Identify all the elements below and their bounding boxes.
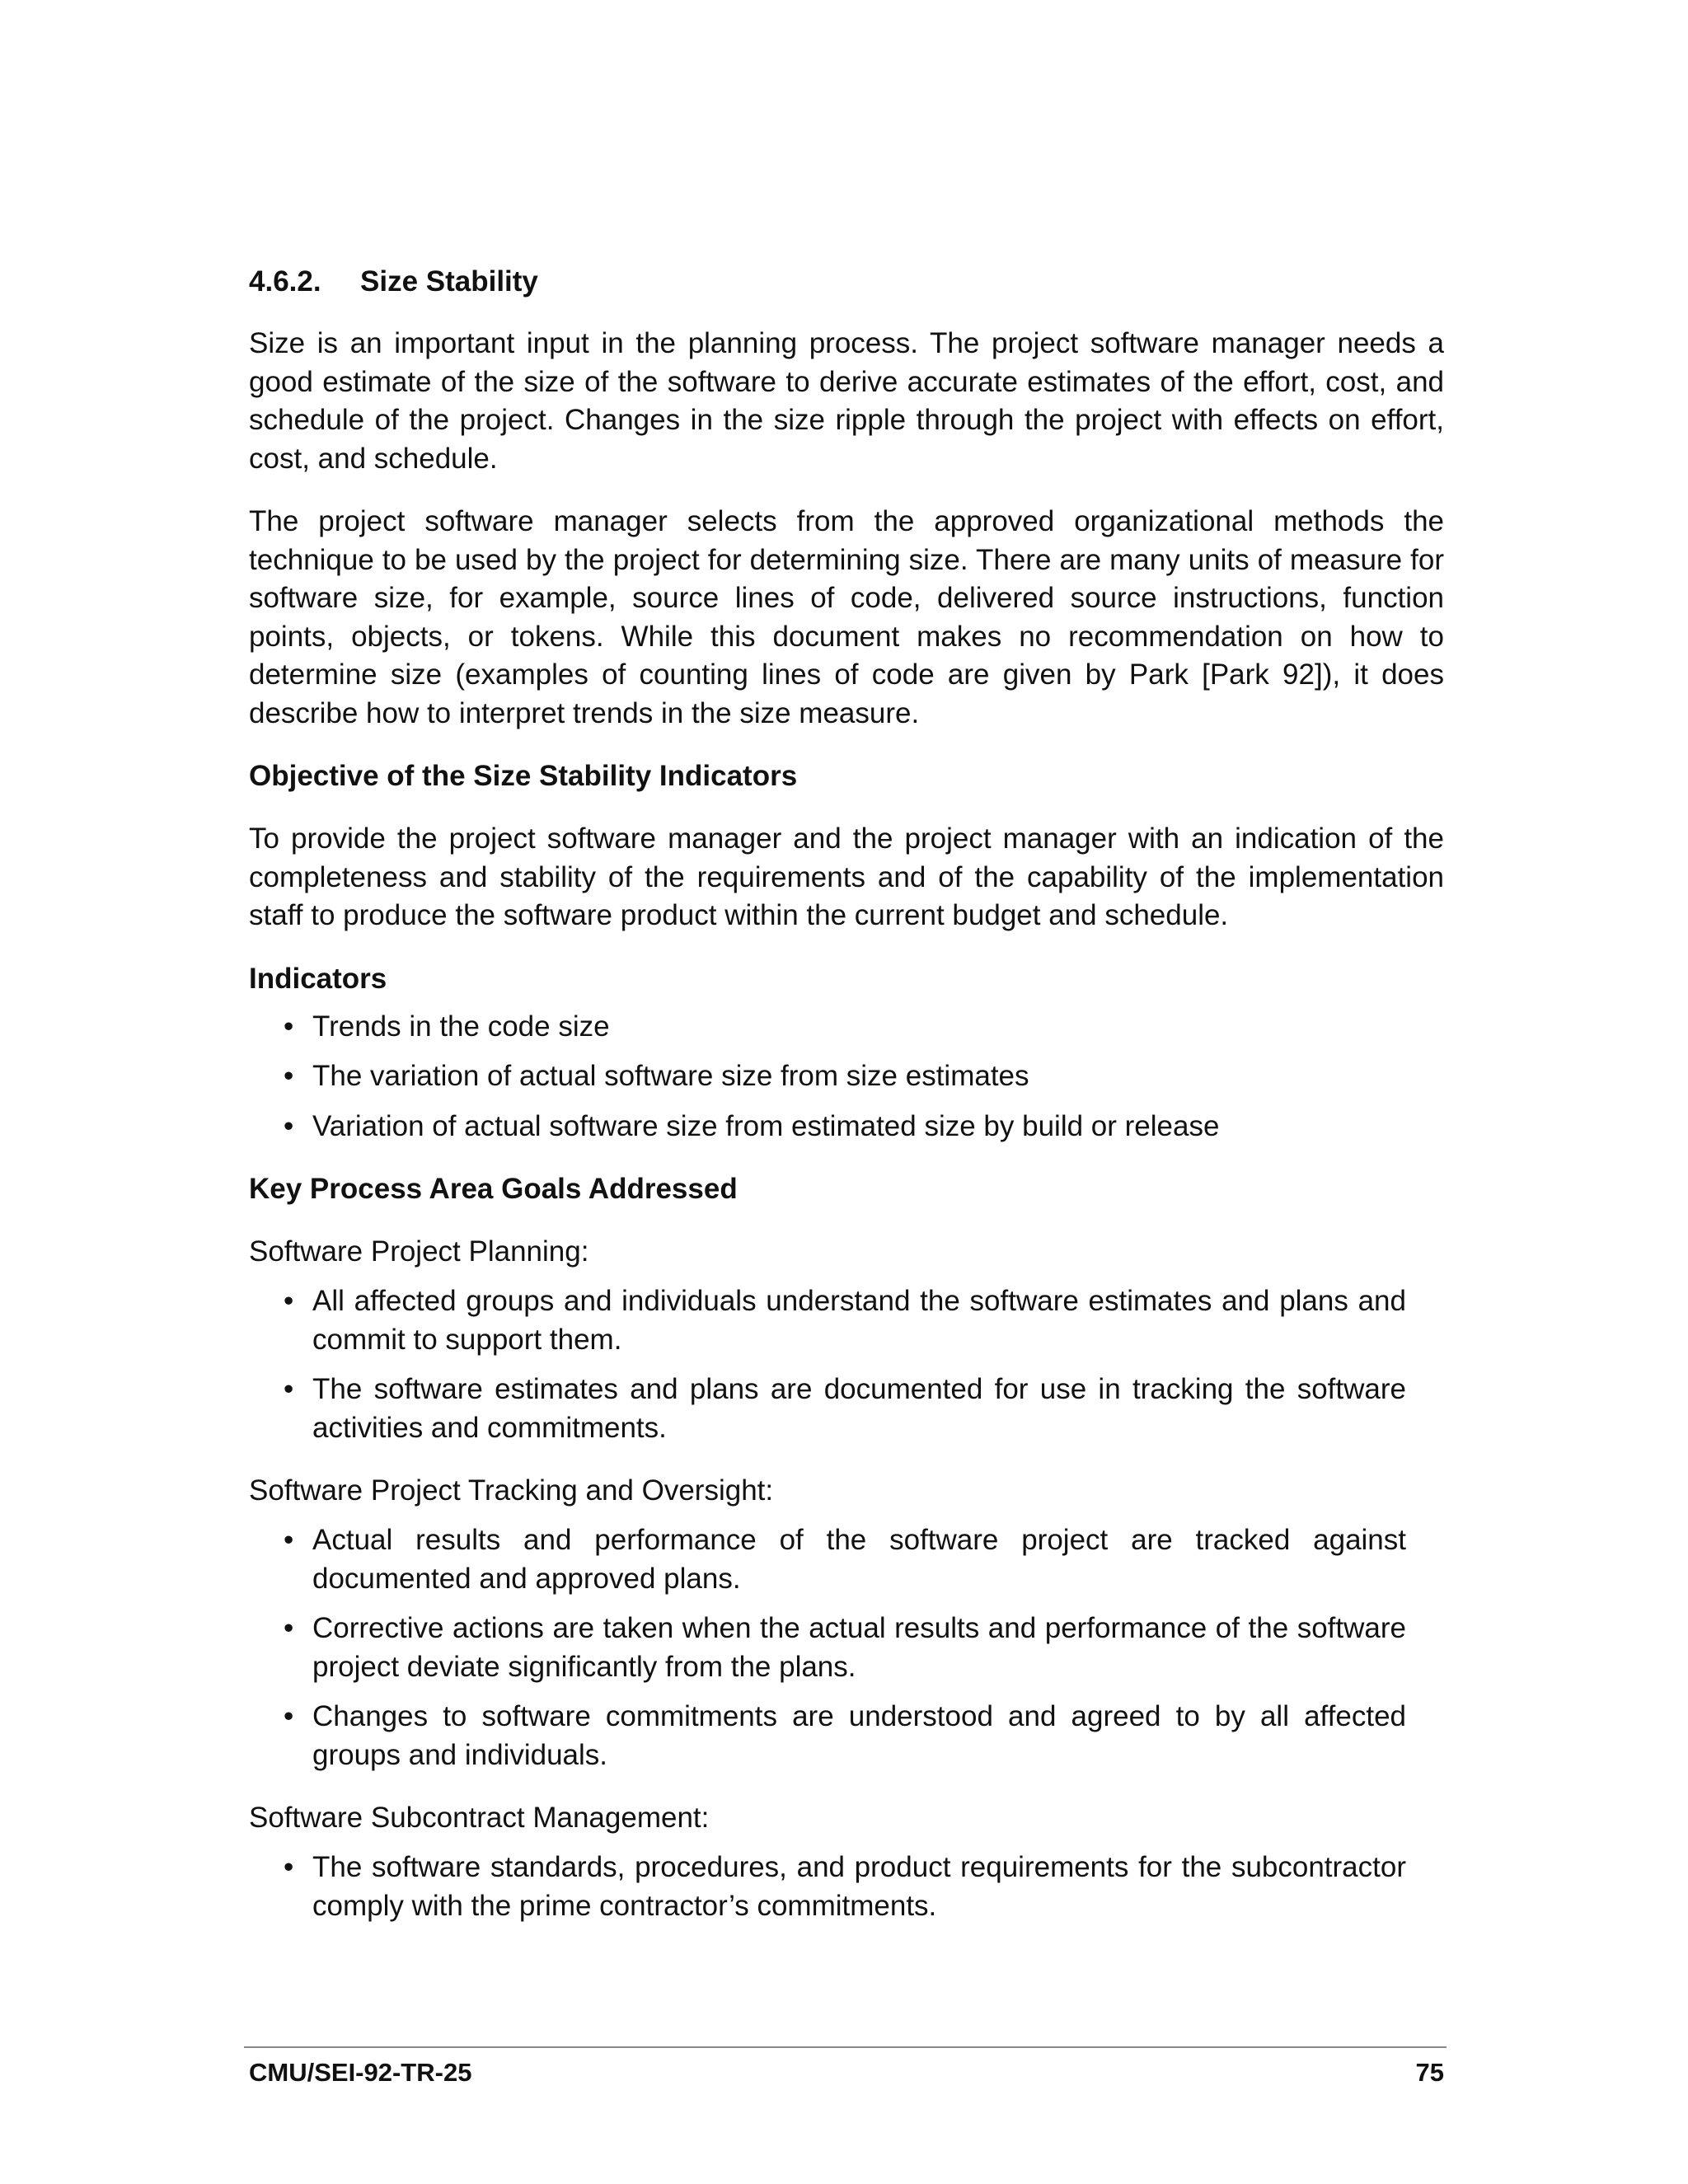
list-item: • All affected groups and individuals understand the software estimates and plans and commit to support them. — [249, 1282, 1406, 1359]
bullet-icon: • — [284, 1010, 294, 1043]
section-title: Size Stability — [360, 265, 538, 298]
page-number: 75 — [1415, 2058, 1444, 2087]
section-number: 4.6.2. — [249, 265, 321, 298]
list-item: • Corrective actions are taken when the actual results and performance of the software project deviate significantly from the plans. — [249, 1610, 1406, 1686]
objective-paragraph: To provide the project software manager and the project manager with an indication of the completeness and stability of the requirements and of the capability of the implementation staff to produce the software product within the current budget and schedule. — [249, 823, 1444, 931]
bullet-icon: • — [284, 1524, 294, 1556]
indicators-heading: Indicators — [249, 962, 387, 995]
list-item: • Trends in the code size — [249, 1008, 1444, 1047]
bullet-icon: • — [284, 1700, 294, 1732]
list-item: • The variation of actual software size from size estimates — [249, 1057, 1444, 1096]
bullet-icon: • — [284, 1109, 294, 1142]
list-item: • The software standards, procedures, and product requirements for the subcontractor comply with the prime contractor’s commitments. — [249, 1849, 1406, 1925]
list-item: • Actual results and performance of the software project are tracked against documented and approved plans. — [249, 1521, 1406, 1598]
page-footer — [244, 2046, 1447, 2089]
indicators-list — [249, 1008, 1444, 1146]
section-heading — [249, 262, 1444, 302]
bullet-icon: • — [284, 1060, 294, 1092]
bullet-icon: • — [284, 1851, 294, 1883]
list-item: • Variation of actual software size from estimated size by build or release — [249, 1108, 1444, 1146]
list-item: • The software estimates and plans are documented for use in tracking the software activities and commitments. — [249, 1371, 1406, 1447]
bullet-icon: • — [284, 1612, 294, 1644]
report-id: CMU/SEI-92-TR-25 — [249, 2058, 472, 2087]
page-content — [249, 262, 1444, 1950]
kpa-group-label: Software Subcontract Management: — [249, 1802, 710, 1834]
objective-heading: Objective of the Size Stability Indicators — [249, 760, 798, 792]
kpa-group-label: Software Project Tracking and Oversight: — [249, 1474, 774, 1507]
kpa-subcontract-list — [249, 1849, 1406, 1925]
method-paragraph: The project software manager selects from the approved organizational methods the technique to be used by the project for determining size. There are many units of measure for software size, for example, source lines of code, delivered source instructions, function points, objects, or tokens. While this document makes no recommendation on how to determine size (examples of counting lines of code are given by Park [Park 92]), it does describe how to interpret trends in the size measure. — [249, 505, 1444, 729]
bullet-icon: • — [284, 1373, 294, 1405]
kpa-tracking-list — [249, 1521, 1406, 1774]
list-item: • Changes to software commitments are understood and agreed to by all affected groups and individuals. — [249, 1698, 1406, 1774]
bullet-icon: • — [284, 1285, 294, 1317]
kpa-group-label: Software Project Planning: — [249, 1235, 589, 1268]
kpa-planning-list — [249, 1282, 1406, 1447]
intro-paragraph: Size is an important input in the planning process. The project software manager needs a good estimate of the size of the software to derive accurate estimates of the effort, cost, and schedule of the project. Changes in the size ripple through the project with effects on effort, cost, and schedule. — [249, 327, 1444, 475]
kpa-heading: Key Process Area Goals Addressed — [249, 1173, 738, 1205]
